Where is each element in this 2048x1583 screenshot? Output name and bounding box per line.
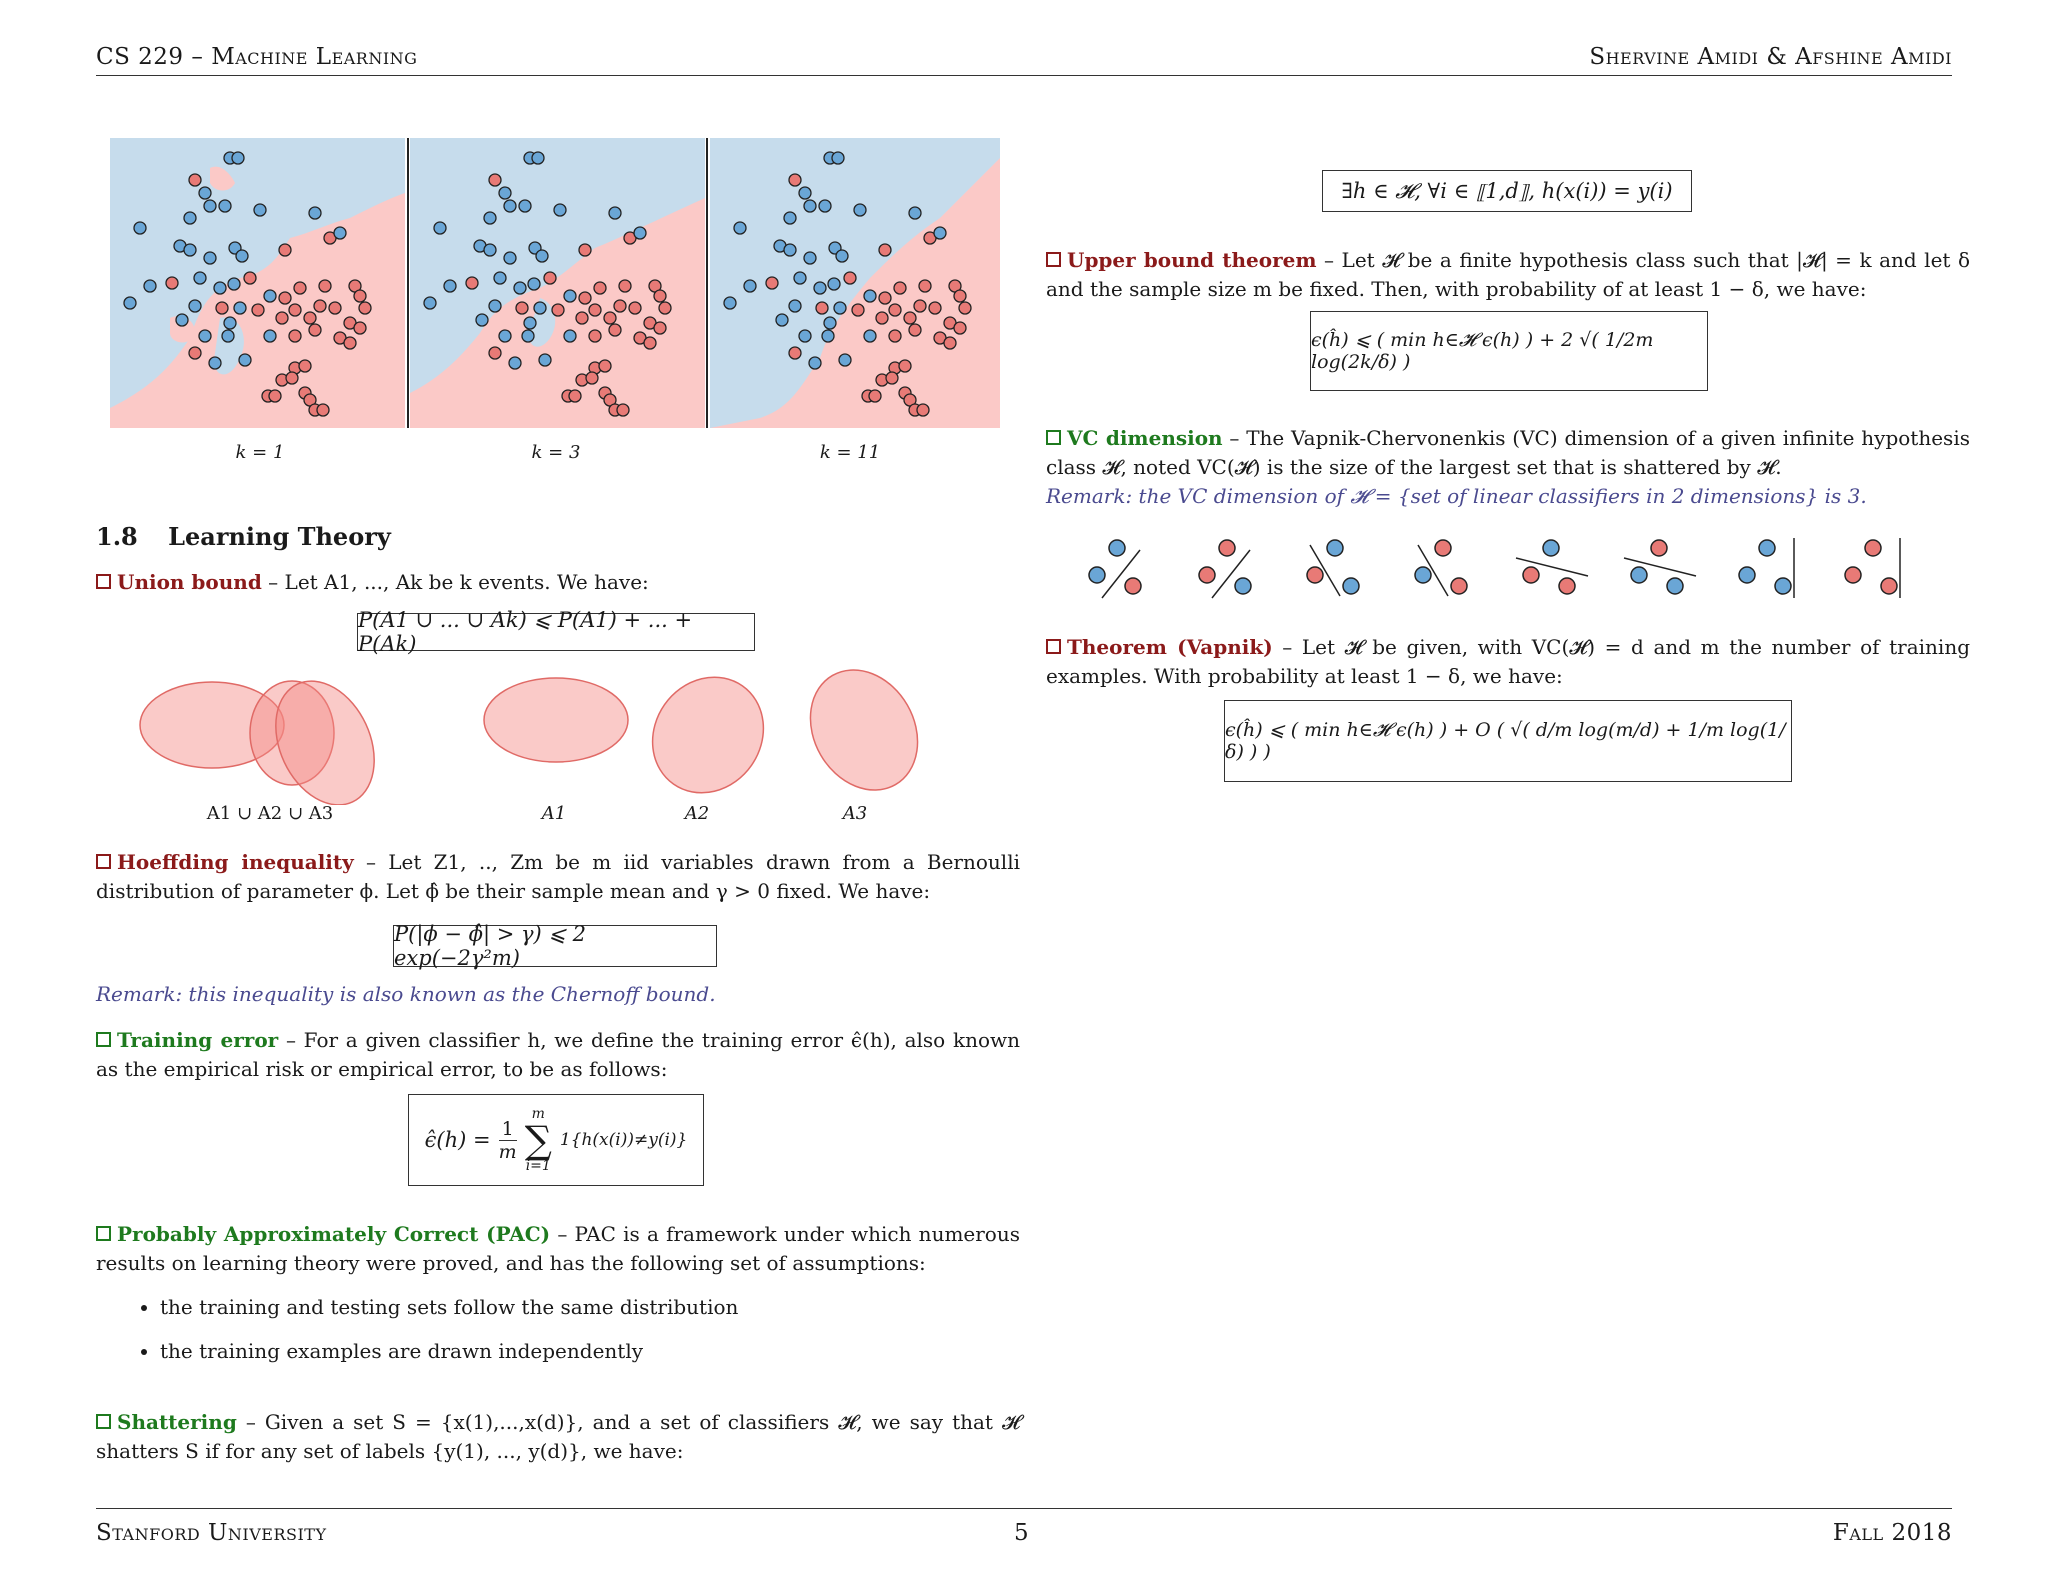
list-item: • the training and testing sets follow the same distribution	[160, 1285, 990, 1329]
knn-point	[199, 187, 211, 199]
knn-point	[799, 187, 811, 199]
pac-paragraph	[96, 1220, 1020, 1278]
knn-point	[264, 330, 276, 342]
knn-point	[344, 337, 356, 349]
knn-point	[579, 244, 591, 256]
knn-point	[144, 280, 156, 292]
knn-point	[852, 304, 864, 316]
knn-point	[564, 290, 576, 302]
knn-point	[252, 304, 264, 316]
knn-point	[899, 360, 911, 372]
shattering-formula: ∃h ∈ 𝓗, ∀i ∈ ⟦1,d⟧, h(x(i)) = y(i)	[1322, 170, 1692, 212]
knn-point	[784, 244, 796, 256]
knn-point	[494, 272, 506, 284]
knn-point	[617, 404, 629, 416]
knn-point	[789, 174, 801, 186]
venn-caption-union: A1 ∪ A2 ∪ A3	[206, 803, 334, 824]
knn-point	[889, 304, 901, 316]
knn-point	[919, 280, 931, 292]
knn-point	[789, 300, 801, 312]
knn-caption-3: k = 3	[531, 442, 581, 463]
header-left: CS 229 – Machine Learning	[96, 44, 418, 70]
knn-point	[654, 290, 666, 302]
knn-point	[844, 272, 856, 284]
union-bound-text: – Let A1, ..., Ak be k events. We have:	[261, 570, 649, 594]
knn-point	[839, 354, 851, 366]
knn-point	[816, 302, 828, 314]
knn-point	[514, 282, 526, 294]
knn-point	[176, 314, 188, 326]
knn-point	[784, 212, 796, 224]
vc-config-5	[1516, 540, 1588, 594]
knn-point	[886, 372, 898, 384]
shattering-term: Shattering	[96, 1410, 237, 1434]
venn-caption-a3: A3	[842, 803, 868, 824]
knn-point	[854, 204, 866, 216]
knn-point	[209, 357, 221, 369]
knn-point	[534, 302, 546, 314]
union-bound-paragraph	[96, 568, 1020, 597]
union-ellipses-figure	[130, 665, 930, 805]
footer-left: Stanford University	[96, 1520, 327, 1546]
knn-point	[569, 390, 581, 402]
knn-point	[228, 278, 240, 290]
section-title	[96, 522, 391, 551]
union-bound-term: Union bound	[96, 570, 262, 594]
knn-point	[476, 314, 488, 326]
vc-config-2	[1199, 540, 1251, 598]
vc-config-8	[1845, 538, 1900, 598]
union-bound-formula: P(A1 ∪ ... ∪ Ak) ⩽ P(A1) + ... + P(Ak)	[357, 613, 755, 651]
knn-point	[794, 272, 806, 284]
knn-point	[914, 300, 926, 312]
knn-point	[644, 337, 656, 349]
knn-point	[286, 372, 298, 384]
knn-point	[314, 300, 326, 312]
knn-point	[552, 304, 564, 316]
sigma-symbol: ∑	[524, 1118, 552, 1162]
knn-point	[484, 212, 496, 224]
knn-point	[934, 227, 946, 239]
shattering-text: – Given a set S = {x(1),...,x(d)}, and a set of classifiers 𝓗, we say that 𝓗 shatters S if for any set of labels {y(1), ..., y(d)}, we have:	[96, 1410, 1020, 1463]
upper-bound-text: – Let 𝓗 be a finite hypothesis class such that |𝓗| = k and let δ and the sample size m be fixed. Then, with probability of at least 1 − δ, we have:	[1046, 248, 1970, 301]
knn-point	[124, 297, 136, 309]
vc-dimension-term: VC dimension	[1046, 426, 1223, 450]
knn-point	[236, 250, 248, 262]
knn-point	[516, 302, 528, 314]
knn-point	[744, 280, 756, 292]
header-rule	[96, 75, 1952, 76]
knn-point	[354, 290, 366, 302]
knn-point	[819, 200, 831, 212]
knn-point	[539, 354, 551, 366]
knn-point	[189, 174, 201, 186]
training-error-indicator: 1{h(x(i))≠y(i)}	[559, 1130, 688, 1150]
section-number: 1.8	[96, 522, 138, 551]
knn-point	[609, 207, 621, 219]
knn-point	[629, 302, 641, 314]
knn-point	[804, 200, 816, 212]
knn-point	[876, 312, 888, 324]
knn-point	[909, 324, 921, 336]
knn-point	[214, 282, 226, 294]
knn-point	[199, 330, 211, 342]
knn-point	[604, 312, 616, 324]
vc-config-7	[1739, 538, 1794, 598]
knn-point	[904, 312, 916, 324]
knn-point	[309, 207, 321, 219]
knn-caption-11: k = 11	[819, 442, 881, 463]
knn-point	[424, 297, 436, 309]
knn-figure	[110, 138, 1000, 430]
square-bullet-icon	[96, 1226, 111, 1241]
knn-point	[954, 290, 966, 302]
knn-point	[304, 312, 316, 324]
knn-point	[776, 314, 788, 326]
knn-point	[254, 204, 266, 216]
knn-point	[204, 252, 216, 264]
vc-shattering-figure	[1080, 530, 1960, 610]
knn-point	[724, 297, 736, 309]
knn-point	[524, 317, 536, 329]
knn-point	[329, 302, 341, 314]
hoeffding-remark: Remark: this inequality is also known as the Chernoff bound.	[96, 982, 716, 1006]
knn-point	[832, 152, 844, 164]
footer-right: Fall 2018	[1832, 1520, 1952, 1546]
knn-point	[589, 304, 601, 316]
knn-point	[309, 324, 321, 336]
knn-point	[499, 187, 511, 199]
knn-point	[609, 324, 621, 336]
upper-bound-paragraph	[1046, 246, 1970, 304]
header-right: Shervine Amidi & Afshine Amidi	[1589, 44, 1952, 70]
section-name: Learning Theory	[168, 522, 391, 551]
knn-point	[219, 200, 231, 212]
hoeffding-text: – Let Z1, .., Zm be m iid variables drawn from a Bernoulli distribution of parameter ϕ. Let ϕ̂ be their sample mean and γ > 0 fixed. We have:	[96, 850, 1020, 903]
knn-point	[654, 322, 666, 334]
knn-point	[659, 302, 671, 314]
vc-config-1	[1089, 540, 1141, 598]
knn-point	[279, 244, 291, 256]
knn-point	[216, 302, 228, 314]
knn-point	[499, 330, 511, 342]
knn-point	[929, 302, 941, 314]
knn-point	[269, 390, 281, 402]
knn-point	[294, 282, 306, 294]
knn-point	[224, 317, 236, 329]
vapnik-term: Theorem (Vapnik)	[1046, 635, 1273, 659]
knn-point	[276, 312, 288, 324]
knn-point	[734, 222, 746, 234]
square-bullet-icon	[96, 1414, 111, 1429]
knn-point	[889, 330, 901, 342]
knn-point	[334, 227, 346, 239]
vc-config-6	[1624, 540, 1696, 594]
knn-point	[232, 152, 244, 164]
square-bullet-icon	[1046, 430, 1061, 445]
knn-point	[319, 280, 331, 292]
knn-point	[828, 278, 840, 290]
square-bullet-icon	[96, 574, 111, 589]
knn-point	[466, 277, 478, 289]
footer-rule	[96, 1508, 1952, 1509]
knn-point	[804, 252, 816, 264]
knn-point	[519, 200, 531, 212]
training-error-lhs: ϵ̂(h) =	[424, 1128, 491, 1152]
knn-point	[184, 244, 196, 256]
knn-point	[594, 282, 606, 294]
knn-point	[809, 357, 821, 369]
knn-point	[954, 322, 966, 334]
knn-point	[554, 204, 566, 216]
knn-point	[509, 357, 521, 369]
knn-point	[814, 282, 826, 294]
knn-point	[634, 227, 646, 239]
knn-point	[166, 277, 178, 289]
vc-dimension-text: – The Vapnik-Chervonenkis (VC) dimension of a given infinite hypothesis class 𝓗, noted VC(𝓗) is the size of the largest set that is shattered by 𝓗.	[1046, 426, 1970, 479]
training-error-formula	[408, 1094, 704, 1186]
knn-point	[504, 200, 516, 212]
knn-point	[234, 302, 246, 314]
knn-point	[289, 330, 301, 342]
pac-text: – PAC is a framework under which numerous results on learning theory were proved, and has the following set of assumptions:	[96, 1222, 1020, 1275]
knn-point	[879, 244, 891, 256]
knn-point	[836, 250, 848, 262]
vc-config-3	[1307, 540, 1359, 596]
knn-point	[586, 372, 598, 384]
pac-assumptions-list	[130, 1285, 990, 1373]
knn-point	[289, 304, 301, 316]
knn-point	[834, 302, 846, 314]
training-error-paragraph	[96, 1026, 1020, 1084]
knn-point	[869, 390, 881, 402]
knn-point	[244, 272, 256, 284]
knn-point	[766, 277, 778, 289]
knn-caption-1: k = 1	[235, 442, 285, 463]
knn-point	[894, 282, 906, 294]
knn-point	[504, 252, 516, 264]
knn-point	[909, 207, 921, 219]
knn-point	[204, 200, 216, 212]
page-number: 5	[1014, 1520, 1030, 1546]
training-error-sum: m ∑ i=1	[524, 1106, 552, 1174]
knn-point	[536, 250, 548, 262]
square-bullet-icon	[96, 1032, 111, 1047]
knn-point	[522, 330, 534, 342]
knn-point	[222, 330, 234, 342]
knn-point	[532, 152, 544, 164]
knn-point	[579, 292, 591, 304]
upper-bound-term: Upper bound theorem	[1046, 248, 1317, 272]
knn-point	[484, 244, 496, 256]
knn-point	[489, 300, 501, 312]
knn-point	[528, 278, 540, 290]
vapnik-paragraph	[1046, 633, 1970, 691]
knn-point	[354, 322, 366, 334]
hoeffding-formula: P(|ϕ − ϕ̂| > γ) ⩽ 2 exp(−2γ²m)	[393, 925, 717, 967]
knn-point	[917, 404, 929, 416]
knn-point	[589, 330, 601, 342]
knn-point	[614, 300, 626, 312]
hoeffding-paragraph	[96, 848, 1020, 906]
knn-point	[822, 330, 834, 342]
vc-dimension-paragraph	[1046, 424, 1970, 482]
knn-point	[189, 300, 201, 312]
training-error-text: – For a given classifier h, we define the training error ϵ̂(h), also known as the empirical risk or empirical error, to be as follows:	[96, 1028, 1020, 1081]
vapnik-text: – Let 𝓗 be given, with VC(𝓗) = d and m the number of training examples. With probability at least 1 − δ, we have:	[1046, 635, 1971, 688]
knn-point	[489, 174, 501, 186]
pac-term: Probably Approximately Correct (PAC)	[96, 1222, 550, 1246]
knn-point	[599, 360, 611, 372]
knn-point	[359, 302, 371, 314]
knn-point	[444, 280, 456, 292]
knn-point	[489, 347, 501, 359]
training-error-fraction: $\frac{1}{m}$	[498, 1117, 517, 1163]
knn-point	[864, 330, 876, 342]
knn-point	[279, 292, 291, 304]
knn-point	[194, 272, 206, 284]
knn-point	[264, 290, 276, 302]
square-bullet-icon	[1046, 252, 1061, 267]
vc-dimension-remark: Remark: the VC dimension of 𝓗 = {set of linear classifiers in 2 dimensions} is 3.	[1046, 484, 1867, 508]
knn-point	[544, 272, 556, 284]
vapnik-formula: ϵ(ĥ) ⩽ ( min h∈𝓗 ϵ(h) ) + O ( √( d/m log(m/d) + 1/m log(1/δ) ) )	[1224, 700, 1792, 782]
knn-point	[564, 330, 576, 342]
knn-point	[434, 222, 446, 234]
square-bullet-icon	[96, 854, 111, 869]
knn-point	[134, 222, 146, 234]
knn-point	[299, 360, 311, 372]
knn-point	[184, 212, 196, 224]
knn-point	[189, 347, 201, 359]
venn-caption-a2: A2	[684, 803, 710, 824]
upper-bound-formula: ϵ(ĥ) ⩽ ( min h∈𝓗 ϵ(h) ) + 2 √( 1/2m log(2k/δ) )	[1310, 311, 1708, 391]
knn-point	[789, 347, 801, 359]
venn-caption-a1: A1	[541, 803, 567, 824]
knn-point	[576, 312, 588, 324]
square-bullet-icon	[1046, 639, 1061, 654]
knn-point	[959, 302, 971, 314]
knn-point	[317, 404, 329, 416]
knn-point	[799, 330, 811, 342]
shattering-paragraph	[96, 1408, 1020, 1466]
knn-point	[879, 292, 891, 304]
knn-point	[864, 290, 876, 302]
knn-point	[239, 354, 251, 366]
knn-point	[824, 317, 836, 329]
hoeffding-term: Hoeffding inequality	[96, 850, 354, 874]
vc-config-4	[1415, 540, 1467, 596]
knn-point	[619, 280, 631, 292]
list-item: • the training examples are drawn independently	[160, 1329, 990, 1373]
knn-point	[944, 337, 956, 349]
training-error-term: Training error	[96, 1028, 278, 1052]
